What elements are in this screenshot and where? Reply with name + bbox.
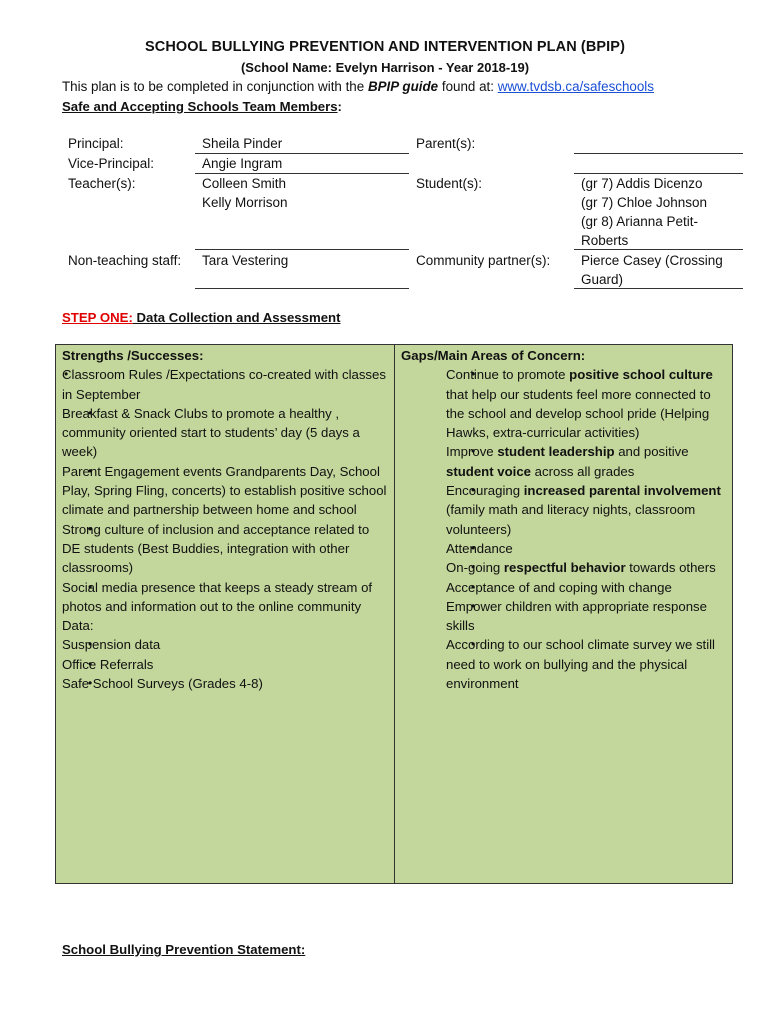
list-item: • Classroom Rules /Expectations co-created with classes in September — [62, 365, 388, 404]
intro-before: This plan is to be completed in conjunction with the — [62, 79, 368, 94]
team-heading-text: Safe and Accepting Schools Team Members — [62, 99, 338, 114]
gap-3-text-c: (family math and literacy nights, classroom volunteers) — [446, 502, 696, 537]
nonteaching-value: Tara Vestering — [202, 253, 289, 268]
gap-3-bold: increased parental involvement — [523, 483, 721, 499]
community-value-1: Pierce Casey (Crossing — [581, 253, 723, 268]
strengths-heading: Strengths /Successes: — [62, 348, 204, 363]
community-underline — [574, 288, 743, 289]
list-item: • Attendance — [446, 539, 729, 558]
list-item: • Strong culture of inclusion and acceptance related to DE students (Best Buddies, integration with other classrooms) — [62, 520, 388, 578]
vice-principal-value: Angie Ingram — [202, 156, 283, 171]
list-item: • Social media presence that keeps a steady stream of photos and information out to the online community — [62, 578, 388, 617]
gap-1-bold: positive school culture — [569, 367, 713, 383]
community-value-2: Guard) — [581, 272, 624, 287]
gap-1-text-c: that help our students feel more connected to the school and develop school pride (Helping Hawks, extra-curricular activities) — [446, 386, 711, 441]
teacher-label: Teacher(s): — [68, 176, 136, 191]
list-item: • Safe School Surveys (Grades 4-8) — [62, 674, 388, 693]
gap-2-text-c: and positive — [614, 444, 689, 460]
data-list — [62, 635, 388, 693]
team-heading — [62, 99, 342, 114]
gap-2-text-e: across all grades — [531, 463, 635, 479]
list-item: • According to our school climate survey we still need to work on bullying and the physical environment — [446, 635, 729, 693]
student-value-3: (gr 8) Arianna Petit- — [581, 214, 699, 229]
step-one-prefix: STEP ONE: — [62, 310, 133, 325]
gap-3-text-a: Encouraging — [446, 483, 524, 499]
principal-label: Principal: — [68, 136, 124, 151]
gap-2-text-a: Improve — [446, 444, 498, 460]
list-item: • Empower children with appropriate response skills — [446, 597, 729, 636]
gap-5-text-a: On-going — [446, 560, 504, 576]
intro-middle: found at: — [438, 79, 498, 94]
student-value-4: Roberts — [581, 233, 629, 248]
strengths-sublist — [62, 404, 388, 616]
gap-5-text-c: towards others — [625, 560, 716, 576]
gap-2-bold-2: student voice — [446, 463, 532, 479]
teacher-value-2: Kelly Morrison — [202, 195, 288, 210]
bpip-guide-label: BPIP guide — [367, 79, 439, 94]
gaps-list — [401, 365, 729, 693]
list-item — [446, 481, 729, 539]
gap-2-bold-1: student leadership — [497, 444, 615, 460]
community-label: Community partner(s): — [416, 253, 551, 268]
list-item — [446, 442, 729, 481]
step-one-heading — [62, 310, 340, 325]
list-item: • Suspension data — [62, 635, 388, 654]
nonteaching-label: Non-teaching staff: — [68, 253, 182, 268]
list-item — [446, 365, 729, 442]
vice-principal-label: Vice-Principal: — [68, 156, 155, 171]
strengths-cell — [62, 346, 388, 693]
strengths-list — [62, 365, 388, 404]
safeschools-link[interactable]: www.tvdsb.ca/safeschools — [497, 79, 654, 94]
list-item: • Breakfast & Snack Clubs to promote a healthy , community oriented start to students’ day (5 days a week) — [62, 404, 388, 462]
gaps-heading: Gaps/Main Areas of Concern: — [401, 348, 586, 363]
student-value-1: (gr 7) Addis Dicenzo — [581, 176, 703, 191]
gap-1-text-a: Continue to promote — [446, 367, 570, 383]
school-name-subtitle: (School Name: Evelyn Harrison - Year 2018-19) — [240, 60, 530, 75]
team-heading-colon: : — [337, 99, 342, 114]
parents-label: Parent(s): — [416, 136, 476, 151]
student-value-2: (gr 7) Chloe Johnson — [581, 195, 708, 210]
data-label: Data: — [62, 618, 94, 634]
teacher-underline — [195, 249, 409, 250]
list-item: • Acceptance of and coping with change — [446, 578, 729, 597]
list-item: • Office Referrals — [62, 655, 388, 674]
list-item — [446, 558, 729, 577]
page-title: SCHOOL BULLYING PREVENTION AND INTERVENTION PLAN (BPIP) — [144, 39, 625, 55]
prevention-statement-heading: School Bullying Prevention Statement: — [62, 942, 306, 957]
intro-text — [62, 79, 654, 94]
students-label: Student(s): — [416, 176, 483, 191]
gap-5-bold: respectful behavior — [503, 560, 626, 576]
principal-value: Sheila Pinder — [202, 136, 283, 151]
list-item: • Parent Engagement events Grandparents Day, School Play, Spring Fling, concerts) to establish positive school climate and partnership between home and school — [62, 462, 388, 520]
teacher-value-1: Colleen Smith — [202, 176, 287, 191]
nonteaching-underline — [195, 288, 409, 289]
step-one-title: Data Collection and Assessment — [132, 310, 341, 325]
parents-underline — [574, 153, 743, 154]
table-column-divider — [394, 344, 395, 884]
students-underline — [574, 249, 743, 250]
gaps-cell — [401, 346, 729, 693]
